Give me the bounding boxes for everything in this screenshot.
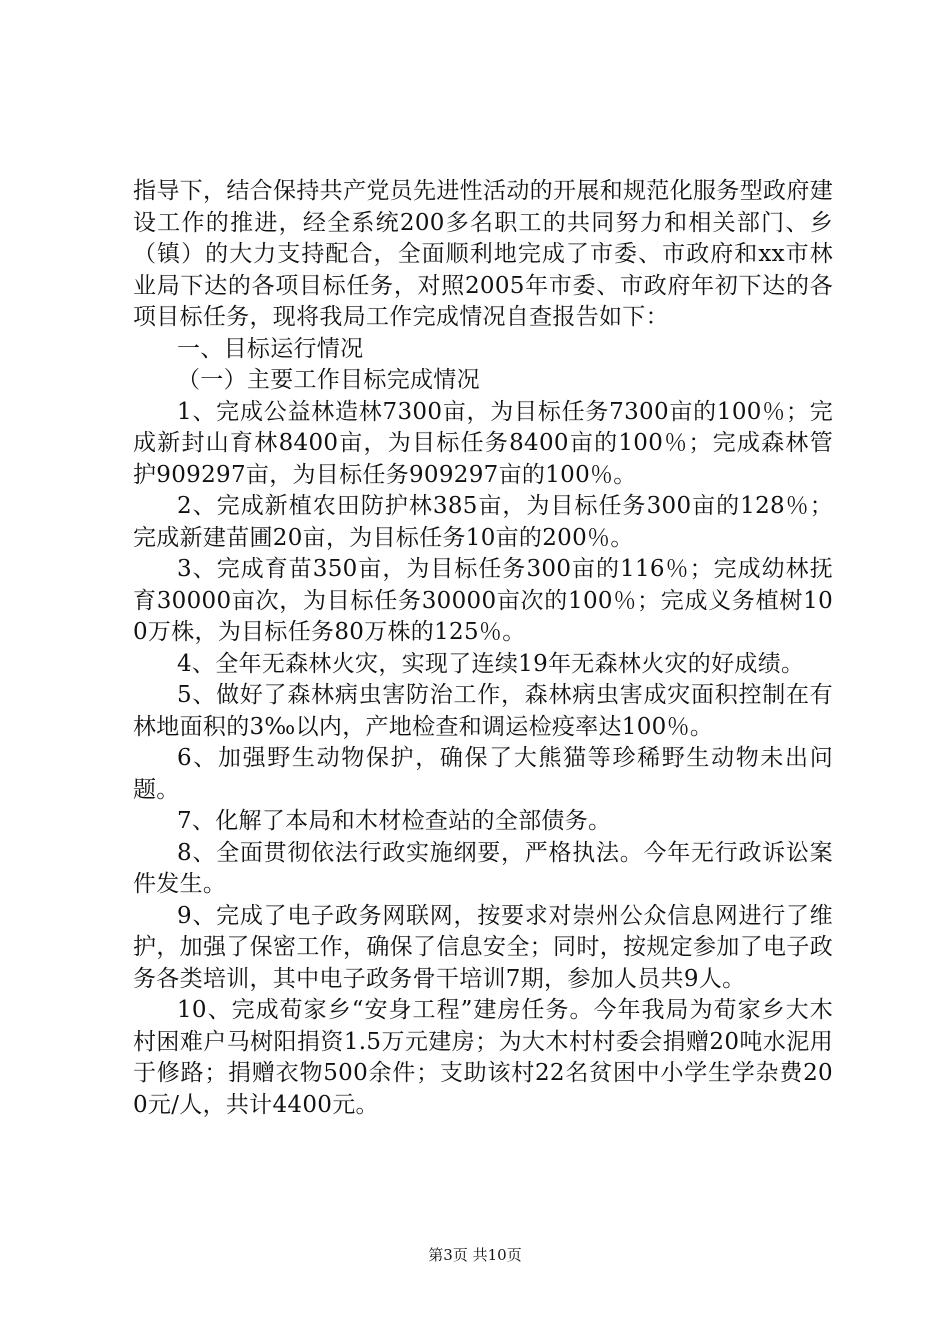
subsection-heading-1: （一）主要工作目标完成情况 xyxy=(177,367,480,393)
page-footer xyxy=(0,1245,950,1265)
list-item: 10、完成荀家乡“安身工程”建房任务。今年我局为荀家乡大木村困难户马树阳捐资1.5万元建房；为大木村村委会捐赠20吨水泥用于修路；捐赠衣物500余件；支助该村22名贫困中小学生学杂费200元/人，共计4400元。 xyxy=(133,997,833,1118)
page-number: 第3页 共10页 xyxy=(428,1246,522,1264)
list-item: 3、完成育苗350亩，为目标任务300亩的116％；完成幼林抚育30000亩次，为目标任务30000亩次的100％；完成义务植树100万株，为目标任务80万株的125％。 xyxy=(133,556,833,645)
paragraph-intro: 指导下，结合保持共产党员先进性活动的开展和规范化服务型政府建设工作的推进，经全系统200多名职工的共同努力和相关部门、乡（镇）的大力支持配合，全面顺利地完成了市委、市政府和xx市林业局下达的各项目标任务，对照2005年市委、市政府年初下达的各项目标任务，现将我局工作完成情况自查报告如下： xyxy=(133,178,833,330)
section-heading-1: 一、目标运行情况 xyxy=(177,335,364,362)
list-item: 9、完成了电子政务网联网，按要求对崇州公众信息网进行了维护，加强了保密工作，确保了信息安全；同时，按规定参加了电子政务各类培训，其中电子政务骨干培训7期，参加人员共9人。 xyxy=(133,902,833,992)
list-item: 5、做好了森林病虫害防治工作，森林病虫害成灾面积控制在有林地面积的3‰以内，产地检查和调运检疫率达100％。 xyxy=(133,682,833,740)
list-item: 6、加强野生动物保护，确保了大熊猫等珍稀野生动物未出问题。 xyxy=(133,745,833,803)
list-item: 8、全面贯彻依法行政实施纲要，严格执法。今年无行政诉讼案件发生。 xyxy=(133,839,833,897)
list-item: 4、全年无森林火灾，实现了连续19年无森林火灾的好成绩。 xyxy=(177,650,805,677)
list-item: 7、化解了本局和木材检查站的全部债务。 xyxy=(177,808,612,834)
list-item: 1、完成公益林造林7300亩，为目标任务7300亩的100％；完成新封山育林8400亩，为目标任务8400亩的100％；完成森林管护909297亩，为目标任务909297亩的100％。 xyxy=(133,398,833,488)
list-item: 2、完成新植农田防护林385亩，为目标任务300亩的128％；完成新建苗圃20亩，为目标任务10亩的200％。 xyxy=(133,493,833,551)
document-body xyxy=(133,176,833,1121)
